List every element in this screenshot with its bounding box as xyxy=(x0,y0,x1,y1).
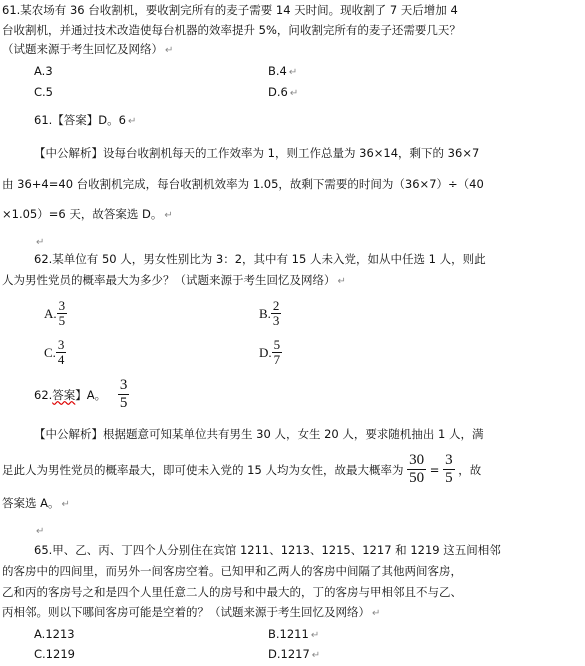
q61-option-a: A.3 xyxy=(34,64,53,78)
blank-paragraph xyxy=(34,522,44,540)
paragraph-mark-icon: ↵ xyxy=(311,650,321,661)
paragraph-mark-icon: ↵ xyxy=(310,630,320,641)
q65-option-b: B.1211 ↵ xyxy=(268,627,320,641)
q65-option-c: C.1219 xyxy=(34,647,75,661)
q62-text-line-1: 62.某单位有 50 人，男女性别比为 3：2，其中有 15 人未入党，如从中任选 1 人，则此 xyxy=(34,252,486,266)
paragraph-mark-icon: ↵ xyxy=(127,116,137,127)
q61-option-d: D.6 ↵ xyxy=(268,85,299,99)
paragraph-mark-icon: ↵ xyxy=(288,67,298,78)
paragraph-mark-icon: ↵ xyxy=(164,210,173,221)
q65-text-line-1: 65.甲、乙、丙、丁四个人分别住在宾馆 1211、1213、1215、1217 和 1219 这五间相邻 xyxy=(34,543,501,557)
q62-answer: 62.答案】A。 $\frac{3}{5}$ xyxy=(34,377,128,411)
q61-option-c: C.5 xyxy=(34,85,54,99)
blank-paragraph xyxy=(34,233,44,251)
paragraph-mark-icon: ↵ xyxy=(36,237,45,248)
q65-option-d: D.1217 ↵ xyxy=(268,647,321,661)
paragraph-mark-icon: ↵ xyxy=(289,88,299,99)
q61-text-line-3: （试题来源于考生回忆及网络） ↵ xyxy=(2,42,174,56)
q61-text-line-2: 台收割机，并通过技术改造使每台机器的效率提升 5%，问收割完所有的麦子还需要几天？ xyxy=(2,23,461,37)
q62-option-a: A. $\frac{3}{5}$ xyxy=(44,298,66,328)
paragraph-mark-icon: ↵ xyxy=(337,276,346,287)
q62-analysis-line-2: 足此人为男性党员的概率最大，即可使未入党的 15 人均为女性，故最大概率为 $\frac{30}{50}$ = $\frac{3}{5}$ ，故 xyxy=(2,452,482,486)
paragraph-mark-icon: ↵ xyxy=(61,499,70,510)
q62-option-d: D. $\frac{5}{7}$ xyxy=(259,337,281,367)
q61-analysis-line-3: ×1.05）=6 天，故答案选 D。 ↵ xyxy=(2,207,173,221)
paragraph-mark-icon: ↵ xyxy=(372,608,381,619)
q61-analysis-line-1: 【中公解析】设每台收割机每天的工作效率为 1，则工作总量为 36×14，剩下的 36×7 xyxy=(34,146,480,160)
q61-text-line-1: 61.某农场有 36 台收割机，要收割完所有的麦子需要 14 天时间。现收割了 7 天后增加 4 xyxy=(2,3,458,17)
q65-text-line-4: 丙相邻。则以下哪间客房可能是空着的？（试题来源于考生回忆及网络） ↵ xyxy=(2,605,381,619)
paragraph-mark-icon: ↵ xyxy=(165,45,174,56)
q61-option-b: B.4 ↵ xyxy=(268,64,298,78)
q65-text-line-2: 的客房中的四间里，而另外一间客房空着。已知甲和乙两人的客房中间隔了其他两间客房， xyxy=(2,564,462,578)
q61-analysis-line-2: 由 36+4=40 台收割机完成，每台收割机效率为 1.05，故剩下需要的时间为（36×7）÷（40 xyxy=(2,177,484,191)
q65-option-a: A.1213 xyxy=(34,627,75,641)
q65-text-line-3: 乙和丙的客房号之和是四个人里任意二人的房号和中最大的，丁的客房与甲相邻且不与乙、 xyxy=(2,585,462,599)
q61-answer: 61.【答案】D。6 ↵ xyxy=(34,113,137,127)
q62-text-line-2: 人为男性党员的概率最大为多少？（试题来源于考生回忆及网络） ↵ xyxy=(2,273,346,287)
q62-analysis-line-1: 【中公解析】根据题意可知某单位共有男生 30 人，女生 20 人，要求随机抽出 1 人，满 xyxy=(34,427,484,441)
q62-analysis-line-3: 答案选 A。 ↵ xyxy=(2,496,70,510)
q62-option-b: B. $\frac{2}{3}$ xyxy=(259,298,280,328)
paragraph-mark-icon: ↵ xyxy=(36,526,45,537)
q62-option-c: C. $\frac{3}{4}$ xyxy=(44,337,65,367)
